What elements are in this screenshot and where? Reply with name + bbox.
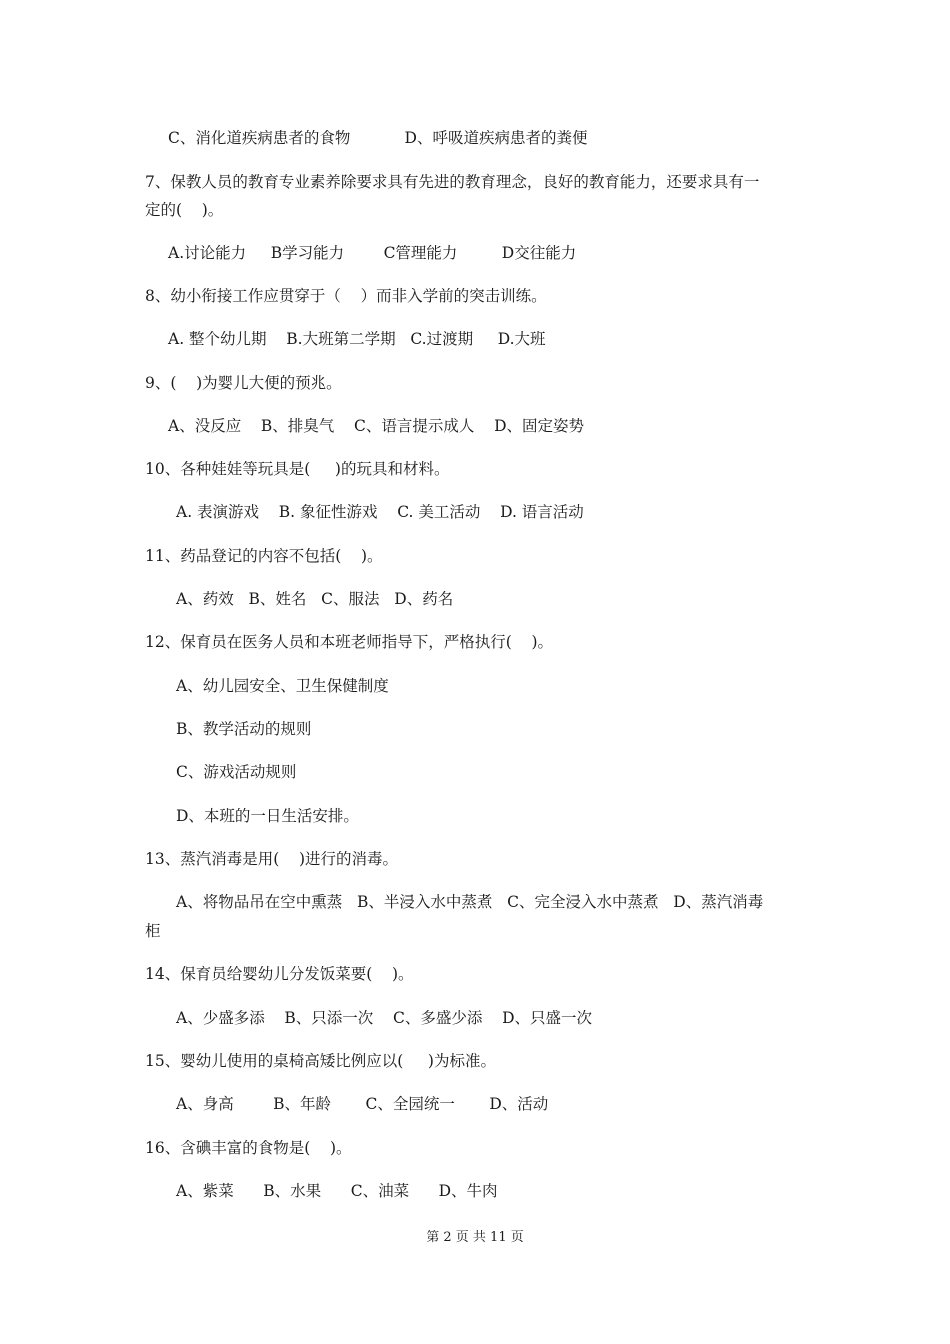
option-12d: D、本班的一日生活安排。: [176, 807, 359, 825]
question-9: 9、( )为婴儿大便的预兆。: [145, 374, 342, 392]
options-8: A. 整个幼儿期 B.大班第二学期 C.过渡期 D.大班: [168, 330, 546, 348]
question-16: 16、含碘丰富的食物是( )。: [145, 1139, 352, 1157]
option-12a: A、幼儿园安全、卫生保健制度: [176, 677, 389, 695]
question-12: 12、保育员在医务人员和本班老师指导下，严格执行( )。: [145, 633, 554, 651]
question-7-line1: 7、保教人员的教育专业素养除要求具有先进的教育理念，良好的教育能力，还要求具有一: [145, 173, 760, 191]
options-9: A、没反应 B、排臭气 C、语言提示成人 D、固定姿势: [168, 417, 584, 435]
options-16: A、紫菜 B、水果 C、油菜 D、牛肉: [176, 1182, 498, 1200]
question-11: 11、药品登记的内容不包括( )。: [145, 547, 383, 565]
line-c6: C、消化道疾病患者的食物 D、呼吸道疾病患者的粪便: [168, 129, 588, 147]
options-15: A、身高 B、年龄 C、全园统一 D、活动: [176, 1095, 549, 1113]
question-7-line2: 定的( )。: [145, 201, 224, 219]
question-13: 13、蒸汽消毒是用( )进行的消毒。: [145, 850, 399, 868]
question-10: 10、各种娃娃等玩具是( )的玩具和材料。: [145, 460, 450, 478]
options-7: A.讨论能力 B学习能力 C管理能力 D交往能力: [168, 244, 577, 262]
options-10: A. 表演游戏 B. 象征性游戏 C. 美工活动 D. 语言活动: [176, 503, 584, 521]
page-footer: 第 2 页 共 11 页: [426, 1230, 524, 1245]
option-12c: C、游戏活动规则: [176, 763, 297, 781]
options-13-line1: A、将物品吊在空中熏蒸 B、半浸入水中蒸煮 C、完全浸入水中蒸煮 D、蒸汽消毒: [176, 893, 764, 911]
question-15: 15、婴幼儿使用的桌椅高矮比例应以( )为标准。: [145, 1052, 496, 1070]
question-8: 8、幼小衔接工作应贯穿于（ ）而非入学前的突击训练。: [145, 287, 547, 305]
question-14: 14、保育员给婴幼儿分发饭菜要( )。: [145, 965, 414, 983]
options-14: A、少盛多添 B、只添一次 C、多盛少添 D、只盛一次: [176, 1009, 592, 1027]
option-12b: B、教学活动的规则: [176, 720, 312, 738]
options-13-line2: 柜: [145, 922, 161, 940]
options-11: A、药效 B、姓名 C、服法 D、药名: [176, 590, 454, 608]
